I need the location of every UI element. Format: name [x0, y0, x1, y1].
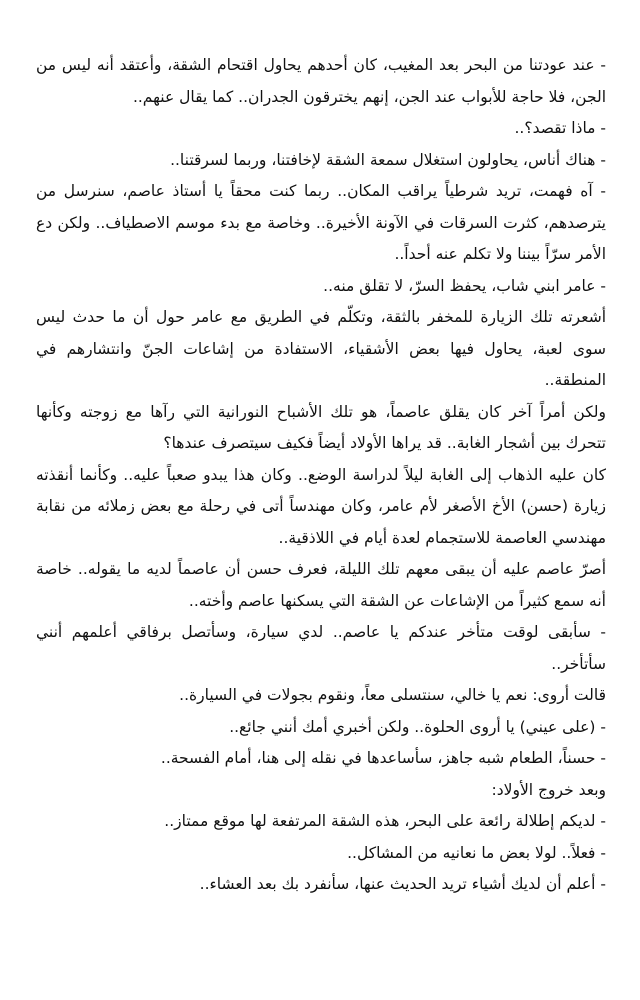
paragraph: - سأبقى لوقت متأخر عندكم يا عاصم.. لدي سيارة، وسأتصل برفاقي أعلمهم أنني سأتأخر.. [36, 623, 606, 673]
paragraph: - ماذا تقصد؟.. [514, 119, 606, 137]
paragraph: وبعد خروج الأولاد: [491, 780, 606, 799]
paragraph: كان عليه الذهاب إلى الغابة ليلاً لدراسة الوضع.. وكان هذا يبدو صعباً عليه.. وكأنما أنقذته زيارة (حسن) الأخ الأصغر لأم عامر، وكان مهندساً أتى في رحلة مع بعض زملائه من نقابة مهندسي العاصمة للاستجمام لعدة أيام في اللاذقية.. [36, 465, 606, 547]
paragraph: أصرّ عاصم عليه أن يبقى معهم تلك الليلة، فعرف حسن أن عاصماً لديه ما يقوله.. خاصة أنه سمع كثيراً من الإشاعات عن الشقة التي يسكنها عاصم وأخته.. [36, 560, 606, 610]
paragraph: - حسناً، الطعام شبه جاهز، سأساعدها في نقله إلى هنا، أمام الفسحة.. [160, 749, 606, 767]
paragraph: - فعلاً.. لولا بعض ما نعانيه من المشاكل.. [347, 843, 606, 862]
paragraph: - (على عيني) يا أروى الحلوة.. ولكن أخبري أمك أنني جائع.. [229, 717, 606, 736]
story-text [36, 50, 606, 901]
paragraph: - عند عودتنا من البحر بعد المغيب، كان أحدهم يحاول اقتحام الشقة، وأعتقد أنه ليس من الجن، فلا حاجة للأبواب عند الجن، إنهم يخترقون الجدران.. كما يقال عنهم.. [36, 56, 606, 106]
paragraph: أشعرته تلك الزيارة للمخفر بالثقة، وتكلّم في الطريق مع عامر حول أن ما حدث ليس سوى لعبة، يحاول فيها بعض الأشقياء، الاستفادة من إشاعات الجنّ وانتشارهم في المنطقة.. [36, 308, 606, 389]
paragraph: قالت أروى: نعم يا خالي، سنتسلى معاً، ونقوم بجولات في السيارة.. [179, 686, 606, 704]
paragraph: - آه فهمت، تريد شرطياً يراقب المكان.. ربما كنت محقاً يا أستاذ عاصم، سنرسل من يترصدهم، كثرت السرقات في الآونة الأخيرة.. وخاصة مع بدء موسم الاصطياف.. ولكن دع الأمر سرّاً بيننا ولا تكلم عنه أحداً.. [36, 182, 606, 263]
paragraph: - أعلم أن لديك أشياء تريد الحديث عنها، سأنفرد بك بعد العشاء.. [199, 875, 606, 893]
paragraph: - هناك أناس، يحاولون استغلال سمعة الشقة لإخافتنا، وربما لسرقتنا.. [170, 150, 606, 169]
paragraph: - عامر ابني شاب، يحفظ السرّ، لا تقلق منه.. [323, 276, 606, 295]
paragraph: ولكن أمراً آخر كان يقلق عاصماً، هو تلك الأشباح النورانية التي رآها مع زوجته وكأنها تتحرك بين أشجار الغابة.. قد يراها الأولاد أيضاً فكيف سيتصرف عندها؟ [36, 402, 606, 452]
paragraph: - لديكم إطلالة رائعة على البحر، هذه الشقة المرتفعة لها موقع ممتاز.. [164, 812, 606, 830]
